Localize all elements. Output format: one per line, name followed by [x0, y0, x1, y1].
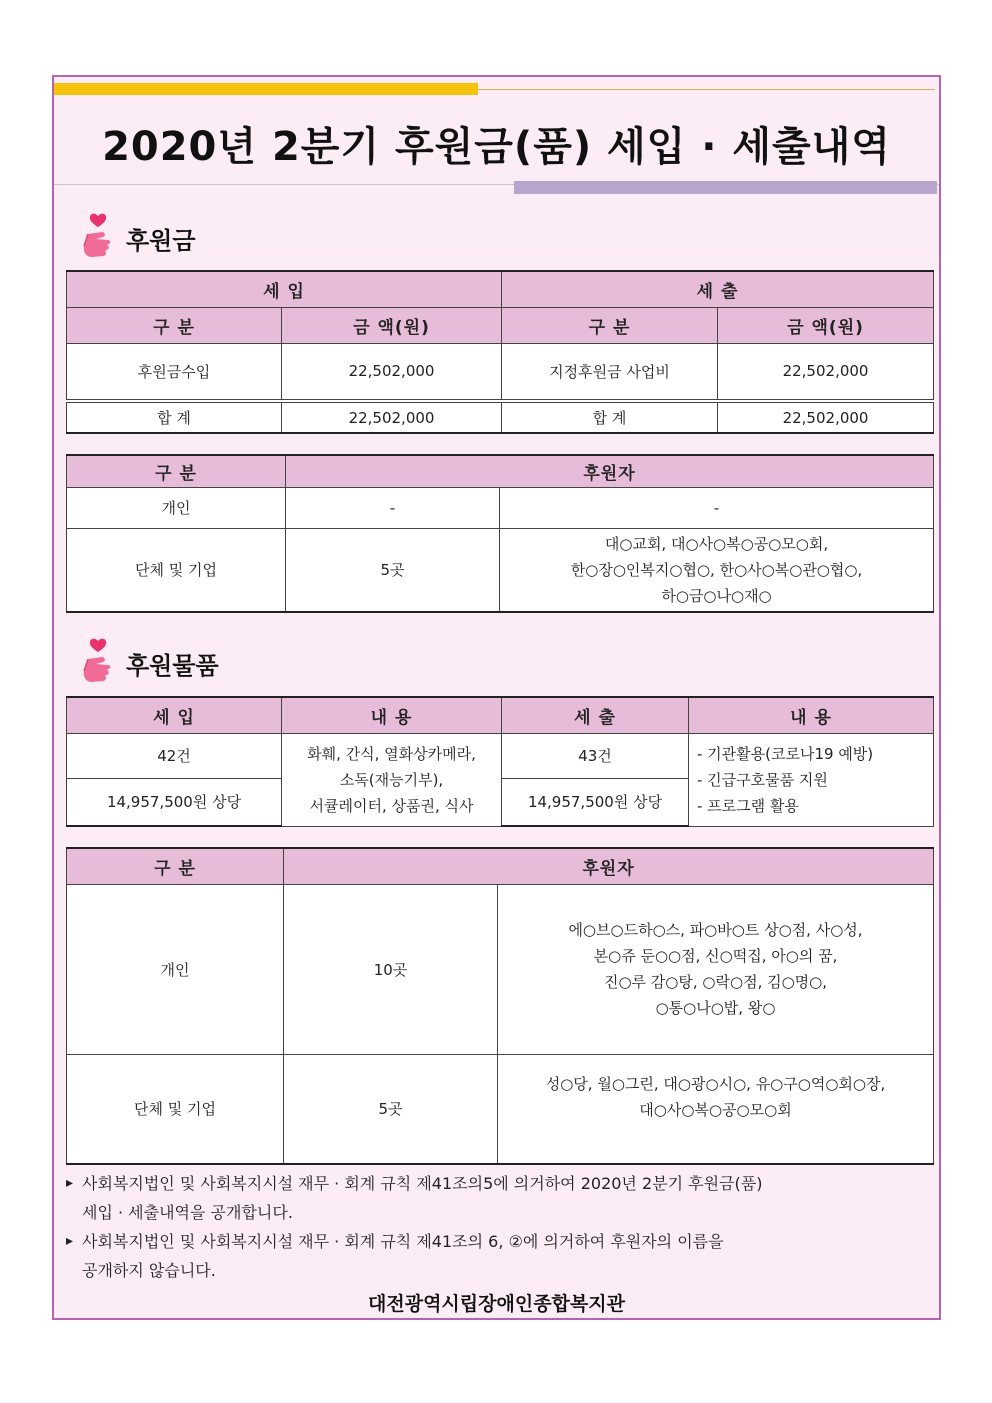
content-line: 소독(재능기부),: [339, 770, 444, 789]
content-line: 화훼, 간식, 열화상카메라,: [307, 744, 476, 763]
note-line: ▸ 사회복지법인 및 사회복지시설 재무 · 회계 규칙 제41조의5에 의거하여 2020년 2분기 후원금(품): [82, 1174, 763, 1193]
goods-expense-value: 14,957,500원 상당: [502, 778, 689, 826]
goods-donor-count-individual: 10곳: [284, 884, 498, 1054]
goods-content-cell: [282, 733, 502, 826]
donor-line: 본○쥬 둔○○점, 신○떡집, 아○의 꿈,: [593, 947, 838, 965]
goods-income-expense-table: [66, 696, 934, 827]
disclosure-notes: [64, 1169, 934, 1285]
table-row: [67, 733, 934, 778]
organization-name: 대전광역시립장애인종합복지관: [368, 1293, 625, 1315]
page-title: 2020년 2분기 후원금(품) 세입 · 세출내역: [102, 124, 891, 170]
note-item: [64, 1227, 934, 1285]
goods-expense-header: 세 출: [502, 697, 689, 733]
donor-header: 후원자: [286, 455, 934, 487]
goods-donor-table: [66, 847, 934, 1165]
goods-donor-category-group: 단체 및 기업: [67, 1054, 284, 1164]
income-category-header: 구 분: [67, 307, 282, 343]
expense-amount-header: 금 액(원): [718, 307, 934, 343]
donor-count-individual: -: [286, 487, 500, 528]
donation-donor-table: [66, 454, 934, 613]
income-amount-cell: 22,502,000: [282, 343, 502, 401]
total-income-amount: 22,502,000: [282, 401, 502, 433]
finger-heart-icon: [78, 637, 118, 689]
usage-line: - 긴급구호물품 지원: [697, 770, 828, 789]
goods-donor-count-group: 5곳: [284, 1054, 498, 1164]
finger-heart-icon: [78, 212, 118, 264]
goods-usage-cell: [689, 733, 934, 826]
total-row: [67, 401, 934, 433]
donor-line: ○통○나○밥, 왕○: [655, 999, 776, 1017]
donor-list-group: [500, 528, 934, 612]
donor-category-header: 구 분: [67, 455, 286, 487]
section-heading-donation: [78, 212, 196, 264]
content-line: 서큘레이터, 상품권, 식사: [309, 796, 474, 815]
expense-header: 세 출: [502, 271, 934, 307]
donor-line: 한○장○인복지○협○, 한○사○복○관○협○,: [570, 560, 863, 579]
income-header: 세 입: [67, 271, 502, 307]
expense-category-header: 구 분: [502, 307, 718, 343]
total-expense-label: 합 계: [502, 401, 718, 433]
section-heading-goods: [78, 637, 219, 689]
usage-line: - 프로그램 활용: [697, 796, 799, 815]
table-row: [67, 884, 934, 1054]
top-divider: [478, 89, 935, 90]
total-income-label: 합 계: [67, 401, 282, 433]
donor-list-individual: -: [500, 487, 934, 528]
goods-donor-category-individual: 개인: [67, 884, 284, 1054]
donor-line: 에○브○드하○스, 파○바○트 상○점, 사○성,: [568, 921, 863, 939]
gold-accent-bar: [54, 83, 478, 95]
goods-usage-header: 내 용: [689, 697, 934, 733]
donor-line: 대○교회, 대○사○복○공○모○회,: [604, 534, 829, 553]
note-line: ▸ 사회복지법인 및 사회복지시설 재무 · 회계 규칙 제41조의 6, ②에 의거하여 후원자의 이름을: [82, 1232, 724, 1251]
note-line: 세입 · 세출내역을 공개합니다.: [82, 1203, 293, 1222]
donation-income-expense-table: [66, 270, 934, 434]
section-title-goods: 후원물품: [126, 651, 219, 680]
donor-category-individual: 개인: [67, 487, 286, 528]
goods-expense-count: 43건: [502, 733, 689, 778]
donor-line: 하○금○나○재○: [661, 586, 772, 605]
donor-line: 성○당, 월○그린, 대○광○시○, 유○구○역○회○장,: [545, 1074, 886, 1093]
donor-count-group: 5곳: [286, 528, 500, 612]
goods-income-header: 세 입: [67, 697, 282, 733]
total-expense-amount: 22,502,000: [718, 401, 934, 433]
report-frame: [52, 75, 941, 1320]
goods-donor-list-group: [498, 1054, 934, 1164]
expense-category-cell: 지정후원금 사업비: [502, 343, 718, 401]
table-row: [67, 528, 934, 612]
note-item: [64, 1169, 934, 1227]
income-category-cell: 후원금수입: [67, 343, 282, 401]
table-row: [67, 487, 934, 528]
goods-donor-list-individual: [498, 884, 934, 1054]
goods-content-header: 내 용: [282, 697, 502, 733]
goods-income-count: 42건: [67, 733, 282, 778]
table-row: [67, 343, 934, 401]
note-line: 공개하지 않습니다.: [82, 1261, 216, 1280]
goods-income-value: 14,957,500원 상당: [67, 778, 282, 826]
goods-donor-header: 후원자: [284, 848, 934, 884]
donor-category-group: 단체 및 기업: [67, 528, 286, 612]
purple-accent-bar: [514, 181, 937, 194]
table-row: [67, 1054, 934, 1164]
donor-line: 진○루 감○탕, ○락○점, 김○명○,: [603, 973, 828, 991]
section-title-donation: 후원금: [126, 226, 196, 255]
goods-donor-category-header: 구 분: [67, 848, 284, 884]
income-amount-header: 금 액(원): [282, 307, 502, 343]
donor-line: 대○사○복○공○모○회: [639, 1100, 792, 1119]
expense-amount-cell: 22,502,000: [718, 343, 934, 401]
usage-line: - 기관활용(코로나19 예방): [697, 744, 874, 763]
